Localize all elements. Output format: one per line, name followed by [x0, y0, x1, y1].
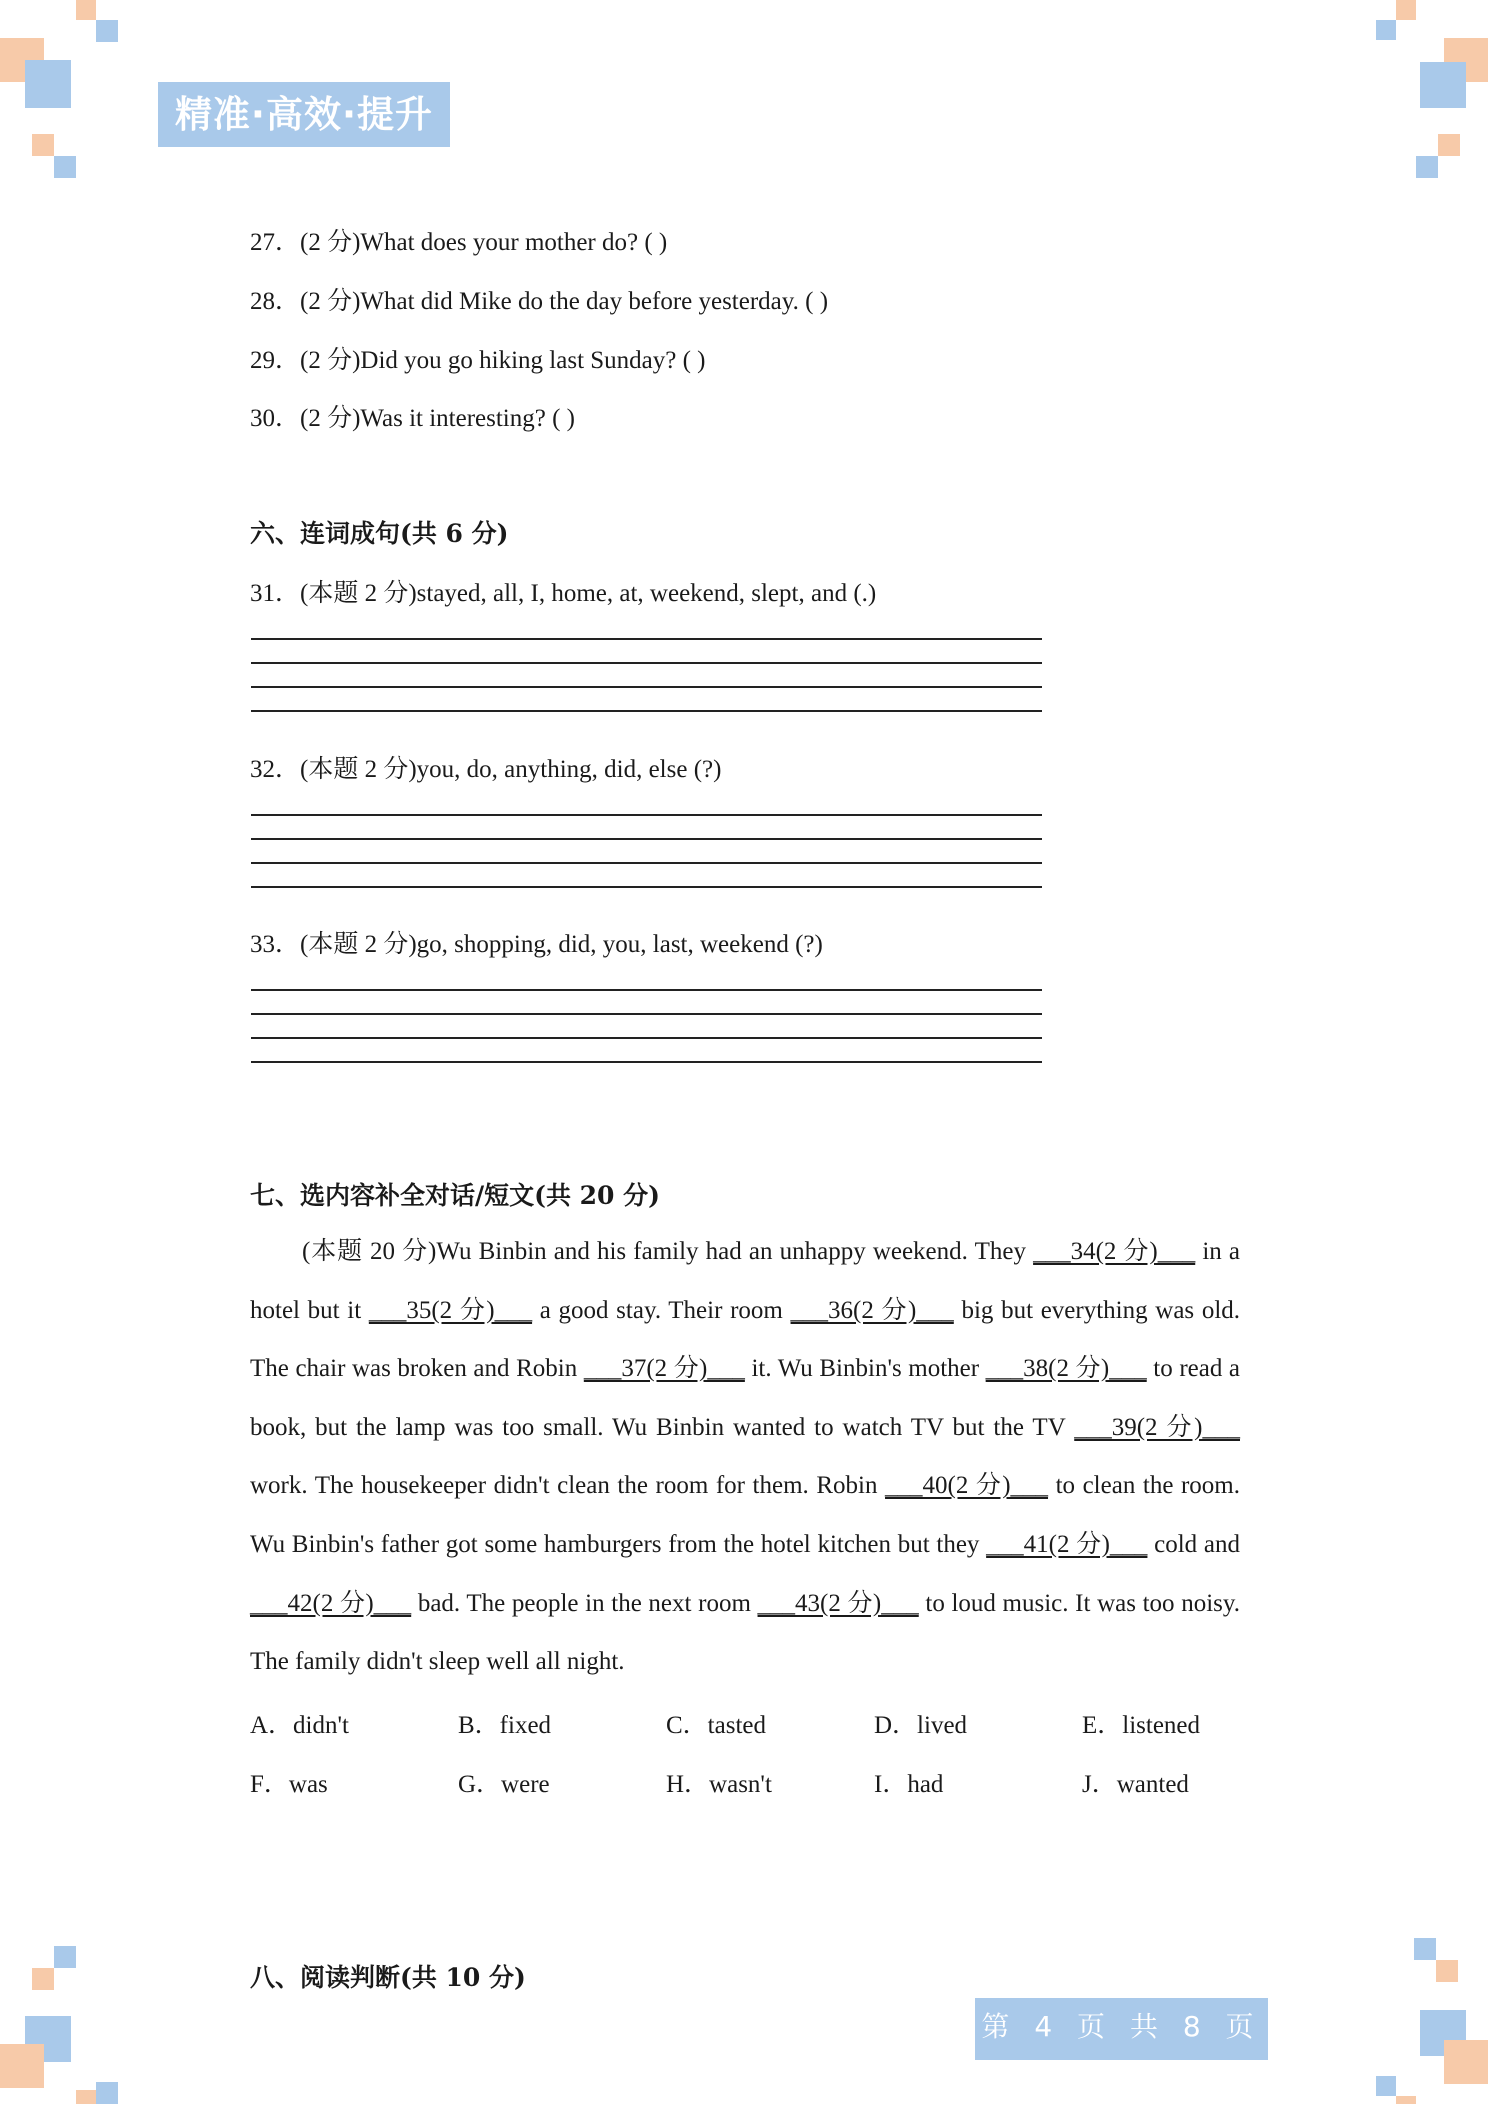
question-30: 30．(2 分)Was it interesting? ( )	[250, 405, 575, 432]
answer-line[interactable]	[251, 886, 1042, 888]
answer-line[interactable]	[251, 1037, 1042, 1039]
blank-42[interactable]: ___42(2 分)___	[250, 1589, 412, 1617]
answer-line[interactable]	[251, 638, 1042, 640]
blank-43[interactable]: ___43(2 分)___	[757, 1589, 919, 1617]
passage-text: bad. The people in the next room	[411, 1589, 758, 1617]
answer-line[interactable]	[251, 686, 1042, 688]
section-6-title: 六、连词成句(共 6 分)	[250, 519, 509, 548]
blank-34[interactable]: ___34(2 分)___	[1033, 1238, 1196, 1265]
blank-41[interactable]: ___41(2 分)___	[986, 1530, 1148, 1558]
option-g: G．were	[458, 1771, 550, 1798]
answer-line[interactable]	[251, 989, 1042, 991]
cloze-passage	[250, 1223, 1240, 1692]
option-e: E．listened	[1082, 1712, 1201, 1739]
passage-text: (本题 20 分)Wu Binbin and his family had an unhappy weekend. They	[302, 1238, 1034, 1265]
blank-38[interactable]: ___38(2 分)___	[985, 1355, 1147, 1383]
section-7-title: 七、选内容补全对话/短文(共 20 分)	[250, 1181, 660, 1210]
option-f: F．was	[250, 1771, 328, 1798]
passage-text: cold and	[1147, 1530, 1240, 1558]
blank-36[interactable]: ___36(2 分)___	[790, 1296, 954, 1324]
answer-line[interactable]	[251, 710, 1042, 712]
question-33: 33．(本题 2 分)go, shopping, did, you, last, weekend (?)	[250, 931, 823, 958]
option-d: D．lived	[874, 1712, 968, 1739]
blank-40[interactable]: ___40(2 分)___	[885, 1472, 1049, 1500]
answer-line[interactable]	[251, 862, 1042, 864]
question-31: 31．(本题 2 分)stayed, all, I, home, at, weekend, slept, and (.)	[250, 580, 877, 607]
option-a: A．didn't	[250, 1712, 349, 1739]
passage-text: to clean the room. Wu Binbin's father got some hamburgers from the hotel kitchen but they	[250, 1472, 1241, 1558]
answer-line[interactable]	[251, 838, 1042, 840]
question-28: 28．(2 分)What did Mike do the day before yesterday. ( )	[250, 288, 829, 315]
passage-text: to loud music. It was too noisy. The family didn't sleep well all night.	[250, 1589, 1240, 1676]
answer-line[interactable]	[251, 1061, 1042, 1063]
option-c: C．tasted	[666, 1712, 766, 1739]
blank-35[interactable]: ___35(2 分)___	[368, 1296, 533, 1324]
blank-39[interactable]: ___39(2 分)___	[1074, 1413, 1240, 1441]
passage-text: work. The housekeeper didn't clean the room for them. Robin	[250, 1472, 886, 1500]
passage-text: it. Wu Binbin's mother	[744, 1355, 986, 1383]
option-j: J．wanted	[1082, 1771, 1189, 1798]
section-8-title: 八、阅读判断(共 10 分)	[250, 1963, 526, 1992]
blank-37[interactable]: ___37(2 分)___	[583, 1355, 745, 1383]
passage-text: to read a book, but the lamp was too small. Wu Binbin wanted to watch TV but the TV	[250, 1355, 1241, 1441]
passage-text: big but everything was old. The chair was broken and Robin	[250, 1296, 1241, 1383]
option-b: B．fixed	[458, 1712, 552, 1739]
option-h: H．wasn't	[666, 1771, 772, 1798]
question-29: 29．(2 分)Did you go hiking last Sunday? ( )	[250, 347, 706, 374]
page-number: 第 4 页 共 8 页	[975, 1998, 1268, 2060]
passage-text: in a hotel but it	[250, 1238, 1241, 1324]
brand-banner: 精准·高效·提升	[158, 82, 450, 147]
answer-line[interactable]	[251, 662, 1042, 664]
passage-text: a good stay. Their room	[532, 1296, 791, 1324]
option-i: I．had	[874, 1771, 944, 1798]
question-32: 32．(本题 2 分)you, do, anything, did, else (?)	[250, 756, 722, 783]
answer-line[interactable]	[251, 1013, 1042, 1015]
answer-line[interactable]	[251, 814, 1042, 816]
question-27: 27．(2 分)What does your mother do? ( )	[250, 229, 668, 256]
